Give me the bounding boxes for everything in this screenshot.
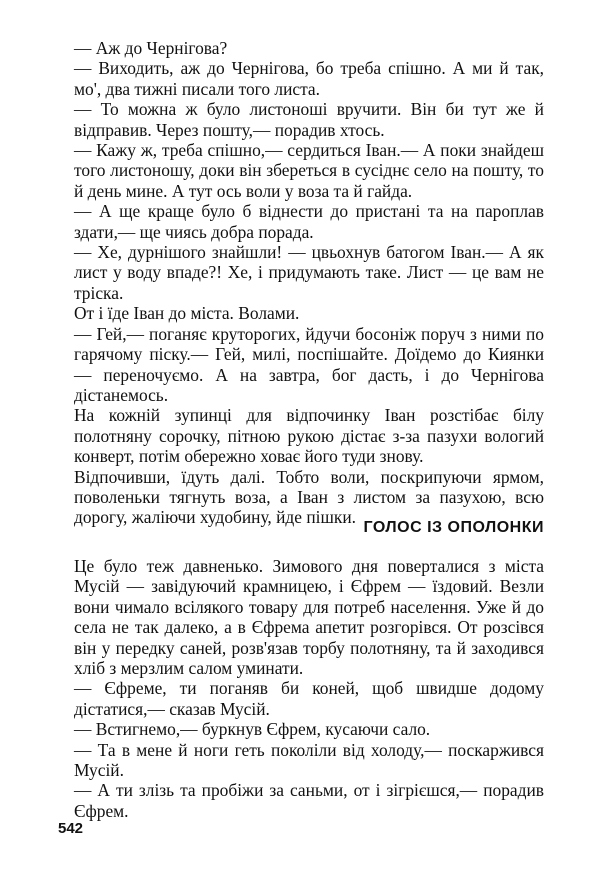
paragraph: — Та в мене й ноги геть поколіли від холоду,— поскаржився Мусій. bbox=[74, 739, 544, 781]
paragraph: — Гей,— поганяє круторогих, йдучи босоніж поруч з ними по гарячому піску.— Гей, милі, поспішайте. Доїдемо до Киянки — переночуємо. А на завтра, бог дасть, і до Чернігова дістанемось. bbox=[74, 323, 544, 405]
paragraph: — Єфреме, ти поганяв би коней, щоб швидше додому дістатися,— сказав Мусій. bbox=[74, 678, 544, 719]
story-title: ГОЛОС ІЗ ОПОЛОНКИ bbox=[363, 519, 544, 536]
paragraph: От і їде Іван до міста. Волами. bbox=[74, 303, 300, 324]
new-story-body bbox=[74, 556, 544, 821]
paragraph: — Хе, дурнішого знайшли! — цвьохнув батогом Іван.— А як лист у воду впаде?! Хе, і придумають таке. Лист — це вам не тріска. bbox=[74, 242, 544, 303]
paragraph: — Аж до Чернігова? bbox=[74, 38, 228, 58]
story-continuation bbox=[74, 38, 544, 528]
page-number: 542 bbox=[58, 820, 84, 837]
paragraph: — То можна ж було листоноші вручити. Він би тут же й відправив. Через пошту,— порадив хтось. bbox=[74, 99, 544, 140]
paragraph: — А ти злізь та пробіжи за саньми, от і зігрієшся,— порадив Єфрем. bbox=[74, 780, 544, 821]
paragraph: — Встигнемо,— буркнув Єфрем, кусаючи сало. bbox=[74, 719, 431, 740]
paragraph: Відпочивши, їдуть далі. Тобто воли, поскрипуючи ярмом, поволеньки тягнуть воза, а Іван з листом за пазухою, всю дорогу, жаліючи худобину, йде пішки. bbox=[74, 466, 544, 528]
paragraph: — Виходить, аж до Чернігова, бо треба спішно. А ми й так, мо', два тижні писали того листа. bbox=[74, 58, 544, 99]
paragraph: — А ще краще було б віднести до пристані та на пароплав здати,— ще чиясь добра порада. bbox=[74, 201, 544, 242]
paragraph: — Кажу ж, треба спішно,— сердиться Іван.— А поки знайдеш того листоношу, доки він збереться в сусіднє село на пошту, то й день мине. А тут ось воли у воза та й гайда. bbox=[74, 140, 544, 201]
paragraph: Це було теж давненько. Зимового дня поверталися з міста Мусій — завідуючий крамницею, і Єфрем — їздовий. Везли вони чимало всілякого товару для потреб населення. Уже й до села не так далеко, а в Єфрема апетит розгорівся. От розсівся він у передку саней, розв'язав торбу полотняну, та й заходився хліб з мерзлим салом уминати. bbox=[74, 556, 544, 679]
paragraph: На кожній зупинці для відпочинку Іван розстібає білу полотняну сорочку, пітною рукою дістає з-за пазухи вологий конверт, потім обережно ховає його туди знову. bbox=[74, 405, 544, 467]
